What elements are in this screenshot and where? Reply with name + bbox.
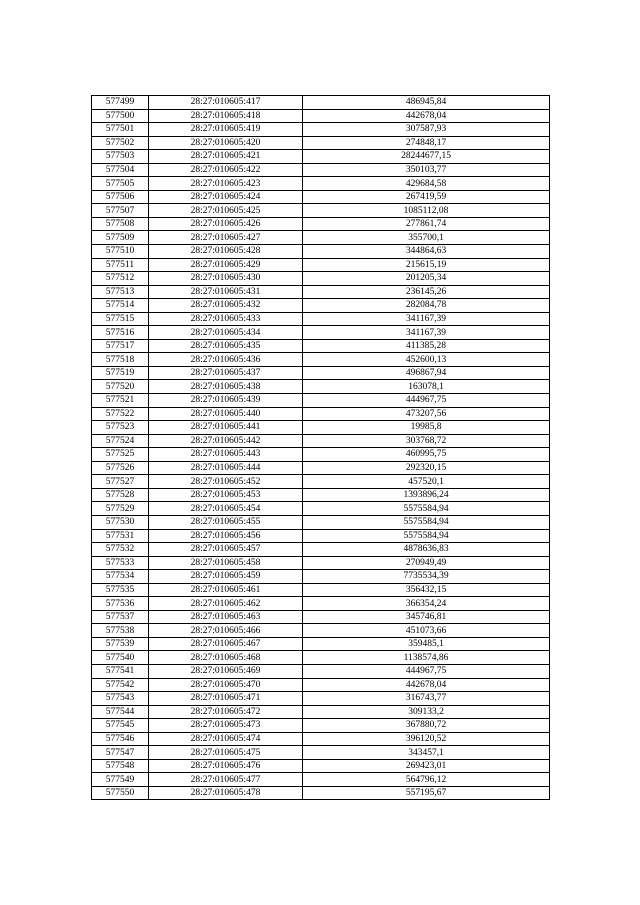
row-number-cell: 577500 <box>92 109 149 123</box>
table-row <box>92 448 550 462</box>
table-row <box>92 502 550 516</box>
table-row <box>92 692 550 706</box>
table-row <box>92 285 550 299</box>
cadastral-number-cell: 28:27:010605:452 <box>149 475 303 489</box>
table-row <box>92 421 550 435</box>
row-number-cell: 577507 <box>92 204 149 218</box>
table-row <box>92 556 550 570</box>
row-number-cell: 577516 <box>92 326 149 340</box>
cadastral-number-cell: 28:27:010605:438 <box>149 380 303 394</box>
value-cell: 1393896,24 <box>303 488 550 502</box>
table-row <box>92 719 550 733</box>
table-row <box>92 786 550 800</box>
row-number-cell: 577515 <box>92 312 149 326</box>
value-cell: 442678,04 <box>303 678 550 692</box>
value-cell: 457520,1 <box>303 475 550 489</box>
cadastral-number-cell: 28:27:010605:426 <box>149 217 303 231</box>
cadastral-number-cell: 28:27:010605:475 <box>149 746 303 760</box>
cadastral-number-cell: 28:27:010605:454 <box>149 502 303 516</box>
table-row <box>92 529 550 543</box>
row-number-cell: 577501 <box>92 123 149 137</box>
row-number-cell: 577525 <box>92 448 149 462</box>
value-cell: 444967,75 <box>303 394 550 408</box>
row-number-cell: 577522 <box>92 407 149 421</box>
table-row <box>92 651 550 665</box>
value-cell: 451073,66 <box>303 624 550 638</box>
table-row <box>92 705 550 719</box>
cadastral-number-cell: 28:27:010605:423 <box>149 177 303 191</box>
value-cell: 267419,59 <box>303 190 550 204</box>
row-number-cell: 577532 <box>92 543 149 557</box>
cadastral-value-table <box>91 95 550 800</box>
value-cell: 350103,77 <box>303 163 550 177</box>
cadastral-number-cell: 28:27:010605:463 <box>149 610 303 624</box>
cadastral-number-cell: 28:27:010605:455 <box>149 515 303 529</box>
value-cell: 460995,75 <box>303 448 550 462</box>
row-number-cell: 577531 <box>92 529 149 543</box>
table-row <box>92 312 550 326</box>
row-number-cell: 577536 <box>92 597 149 611</box>
table-row <box>92 773 550 787</box>
cadastral-number-cell: 28:27:010605:442 <box>149 434 303 448</box>
row-number-cell: 577534 <box>92 570 149 584</box>
value-cell: 411385,28 <box>303 339 550 353</box>
row-number-cell: 577530 <box>92 515 149 529</box>
row-number-cell: 577509 <box>92 231 149 245</box>
row-number-cell: 577511 <box>92 258 149 272</box>
cadastral-number-cell: 28:27:010605:424 <box>149 190 303 204</box>
value-cell: 292320,15 <box>303 461 550 475</box>
cadastral-number-cell: 28:27:010605:433 <box>149 312 303 326</box>
cadastral-number-cell: 28:27:010605:467 <box>149 637 303 651</box>
table-row <box>92 570 550 584</box>
row-number-cell: 577518 <box>92 353 149 367</box>
cadastral-number-cell: 28:27:010605:431 <box>149 285 303 299</box>
row-number-cell: 577547 <box>92 746 149 760</box>
cadastral-number-cell: 28:27:010605:417 <box>149 96 303 110</box>
cadastral-number-cell: 28:27:010605:429 <box>149 258 303 272</box>
row-number-cell: 577519 <box>92 366 149 380</box>
cadastral-number-cell: 28:27:010605:456 <box>149 529 303 543</box>
cadastral-number-cell: 28:27:010605:476 <box>149 759 303 773</box>
value-cell: 355700,1 <box>303 231 550 245</box>
cadastral-number-cell: 28:27:010605:474 <box>149 732 303 746</box>
cadastral-number-cell: 28:27:010605:477 <box>149 773 303 787</box>
cadastral-number-cell: 28:27:010605:420 <box>149 136 303 150</box>
table-row <box>92 150 550 164</box>
value-cell: 5575584,94 <box>303 529 550 543</box>
cadastral-number-cell: 28:27:010605:428 <box>149 245 303 259</box>
table-body <box>92 96 550 800</box>
cadastral-number-cell: 28:27:010605:436 <box>149 353 303 367</box>
row-number-cell: 577538 <box>92 624 149 638</box>
row-number-cell: 577535 <box>92 583 149 597</box>
table-row <box>92 475 550 489</box>
cadastral-number-cell: 28:27:010605:470 <box>149 678 303 692</box>
value-cell: 282084,78 <box>303 299 550 313</box>
row-number-cell: 577510 <box>92 245 149 259</box>
table-row <box>92 353 550 367</box>
cadastral-number-cell: 28:27:010605:469 <box>149 664 303 678</box>
row-number-cell: 577504 <box>92 163 149 177</box>
cadastral-number-cell: 28:27:010605:435 <box>149 339 303 353</box>
cadastral-number-cell: 28:27:010605:440 <box>149 407 303 421</box>
value-cell: 19985,8 <box>303 421 550 435</box>
table-row <box>92 394 550 408</box>
row-number-cell: 577544 <box>92 705 149 719</box>
table-row <box>92 407 550 421</box>
row-number-cell: 577505 <box>92 177 149 191</box>
table-row <box>92 123 550 137</box>
cadastral-number-cell: 28:27:010605:439 <box>149 394 303 408</box>
row-number-cell: 577540 <box>92 651 149 665</box>
table-row <box>92 759 550 773</box>
cadastral-number-cell: 28:27:010605:437 <box>149 366 303 380</box>
cadastral-number-cell: 28:27:010605:466 <box>149 624 303 638</box>
table-row <box>92 488 550 502</box>
table-row <box>92 177 550 191</box>
cadastral-number-cell: 28:27:010605:462 <box>149 597 303 611</box>
cadastral-number-cell: 28:27:010605:418 <box>149 109 303 123</box>
table-row <box>92 583 550 597</box>
value-cell: 309133,2 <box>303 705 550 719</box>
value-cell: 486945,84 <box>303 96 550 110</box>
table-row <box>92 637 550 651</box>
value-cell: 366354,24 <box>303 597 550 611</box>
value-cell: 344864,63 <box>303 245 550 259</box>
row-number-cell: 577542 <box>92 678 149 692</box>
value-cell: 356432,15 <box>303 583 550 597</box>
table-row <box>92 515 550 529</box>
table-row <box>92 624 550 638</box>
cadastral-number-cell: 28:27:010605:419 <box>149 123 303 137</box>
value-cell: 215615,19 <box>303 258 550 272</box>
value-cell: 564796,12 <box>303 773 550 787</box>
table-row <box>92 732 550 746</box>
cadastral-number-cell: 28:27:010605:421 <box>149 150 303 164</box>
row-number-cell: 577512 <box>92 272 149 286</box>
value-cell: 452600,13 <box>303 353 550 367</box>
row-number-cell: 577545 <box>92 719 149 733</box>
table-row <box>92 461 550 475</box>
cadastral-number-cell: 28:27:010605:472 <box>149 705 303 719</box>
row-number-cell: 577502 <box>92 136 149 150</box>
table-row <box>92 678 550 692</box>
cadastral-number-cell: 28:27:010605:453 <box>149 488 303 502</box>
row-number-cell: 577546 <box>92 732 149 746</box>
row-number-cell: 577521 <box>92 394 149 408</box>
table-row <box>92 380 550 394</box>
value-cell: 442678,04 <box>303 109 550 123</box>
table-row <box>92 136 550 150</box>
value-cell: 7735534,39 <box>303 570 550 584</box>
cadastral-number-cell: 28:27:010605:468 <box>149 651 303 665</box>
row-number-cell: 577548 <box>92 759 149 773</box>
value-cell: 5575584,94 <box>303 515 550 529</box>
row-number-cell: 577499 <box>92 96 149 110</box>
row-number-cell: 577528 <box>92 488 149 502</box>
value-cell: 345746,81 <box>303 610 550 624</box>
row-number-cell: 577533 <box>92 556 149 570</box>
row-number-cell: 577513 <box>92 285 149 299</box>
cadastral-number-cell: 28:27:010605:459 <box>149 570 303 584</box>
row-number-cell: 577514 <box>92 299 149 313</box>
value-cell: 277861,74 <box>303 217 550 231</box>
table-row <box>92 610 550 624</box>
row-number-cell: 577523 <box>92 421 149 435</box>
value-cell: 444967,75 <box>303 664 550 678</box>
value-cell: 269423,01 <box>303 759 550 773</box>
cadastral-number-cell: 28:27:010605:471 <box>149 692 303 706</box>
table-row <box>92 204 550 218</box>
cadastral-number-cell: 28:27:010605:443 <box>149 448 303 462</box>
row-number-cell: 577503 <box>92 150 149 164</box>
cadastral-number-cell: 28:27:010605:457 <box>149 543 303 557</box>
row-number-cell: 577508 <box>92 217 149 231</box>
cadastral-number-cell: 28:27:010605:432 <box>149 299 303 313</box>
cadastral-number-cell: 28:27:010605:473 <box>149 719 303 733</box>
cadastral-number-cell: 28:27:010605:441 <box>149 421 303 435</box>
table-row <box>92 258 550 272</box>
cadastral-number-cell: 28:27:010605:461 <box>149 583 303 597</box>
value-cell: 341167,39 <box>303 326 550 340</box>
table-row <box>92 339 550 353</box>
table-row <box>92 434 550 448</box>
table-row <box>92 190 550 204</box>
row-number-cell: 577520 <box>92 380 149 394</box>
table-row <box>92 163 550 177</box>
value-cell: 1085112,08 <box>303 204 550 218</box>
value-cell: 274848,17 <box>303 136 550 150</box>
value-cell: 396120,52 <box>303 732 550 746</box>
row-number-cell: 577529 <box>92 502 149 516</box>
row-number-cell: 577524 <box>92 434 149 448</box>
row-number-cell: 577550 <box>92 786 149 800</box>
row-number-cell: 577543 <box>92 692 149 706</box>
table-row <box>92 231 550 245</box>
value-cell: 557195,67 <box>303 786 550 800</box>
row-number-cell: 577526 <box>92 461 149 475</box>
table-row <box>92 597 550 611</box>
value-cell: 316743,77 <box>303 692 550 706</box>
table-row <box>92 326 550 340</box>
value-cell: 303768,72 <box>303 434 550 448</box>
cadastral-number-cell: 28:27:010605:458 <box>149 556 303 570</box>
cadastral-number-cell: 28:27:010605:478 <box>149 786 303 800</box>
value-cell: 28244677,15 <box>303 150 550 164</box>
table-row <box>92 543 550 557</box>
value-cell: 5575584,94 <box>303 502 550 516</box>
value-cell: 201205,34 <box>303 272 550 286</box>
value-cell: 1138574,86 <box>303 651 550 665</box>
value-cell: 496867,94 <box>303 366 550 380</box>
value-cell: 367880,72 <box>303 719 550 733</box>
table-row <box>92 109 550 123</box>
table-row <box>92 299 550 313</box>
cadastral-number-cell: 28:27:010605:444 <box>149 461 303 475</box>
row-number-cell: 577539 <box>92 637 149 651</box>
value-cell: 307587,93 <box>303 123 550 137</box>
row-number-cell: 577527 <box>92 475 149 489</box>
cadastral-number-cell: 28:27:010605:430 <box>149 272 303 286</box>
table-row <box>92 96 550 110</box>
row-number-cell: 577549 <box>92 773 149 787</box>
value-cell: 4878636,83 <box>303 543 550 557</box>
row-number-cell: 577537 <box>92 610 149 624</box>
value-cell: 473207,56 <box>303 407 550 421</box>
table-row <box>92 245 550 259</box>
table-row <box>92 746 550 760</box>
value-cell: 359485,1 <box>303 637 550 651</box>
value-cell: 163078,1 <box>303 380 550 394</box>
cadastral-number-cell: 28:27:010605:425 <box>149 204 303 218</box>
cadastral-number-cell: 28:27:010605:434 <box>149 326 303 340</box>
value-cell: 270949,49 <box>303 556 550 570</box>
table-row <box>92 272 550 286</box>
value-cell: 236145,26 <box>303 285 550 299</box>
value-cell: 429684,58 <box>303 177 550 191</box>
value-cell: 341167,39 <box>303 312 550 326</box>
table-row <box>92 664 550 678</box>
row-number-cell: 577517 <box>92 339 149 353</box>
row-number-cell: 577506 <box>92 190 149 204</box>
value-cell: 343457,1 <box>303 746 550 760</box>
table-row <box>92 217 550 231</box>
cadastral-number-cell: 28:27:010605:422 <box>149 163 303 177</box>
table-row <box>92 366 550 380</box>
cadastral-number-cell: 28:27:010605:427 <box>149 231 303 245</box>
row-number-cell: 577541 <box>92 664 149 678</box>
